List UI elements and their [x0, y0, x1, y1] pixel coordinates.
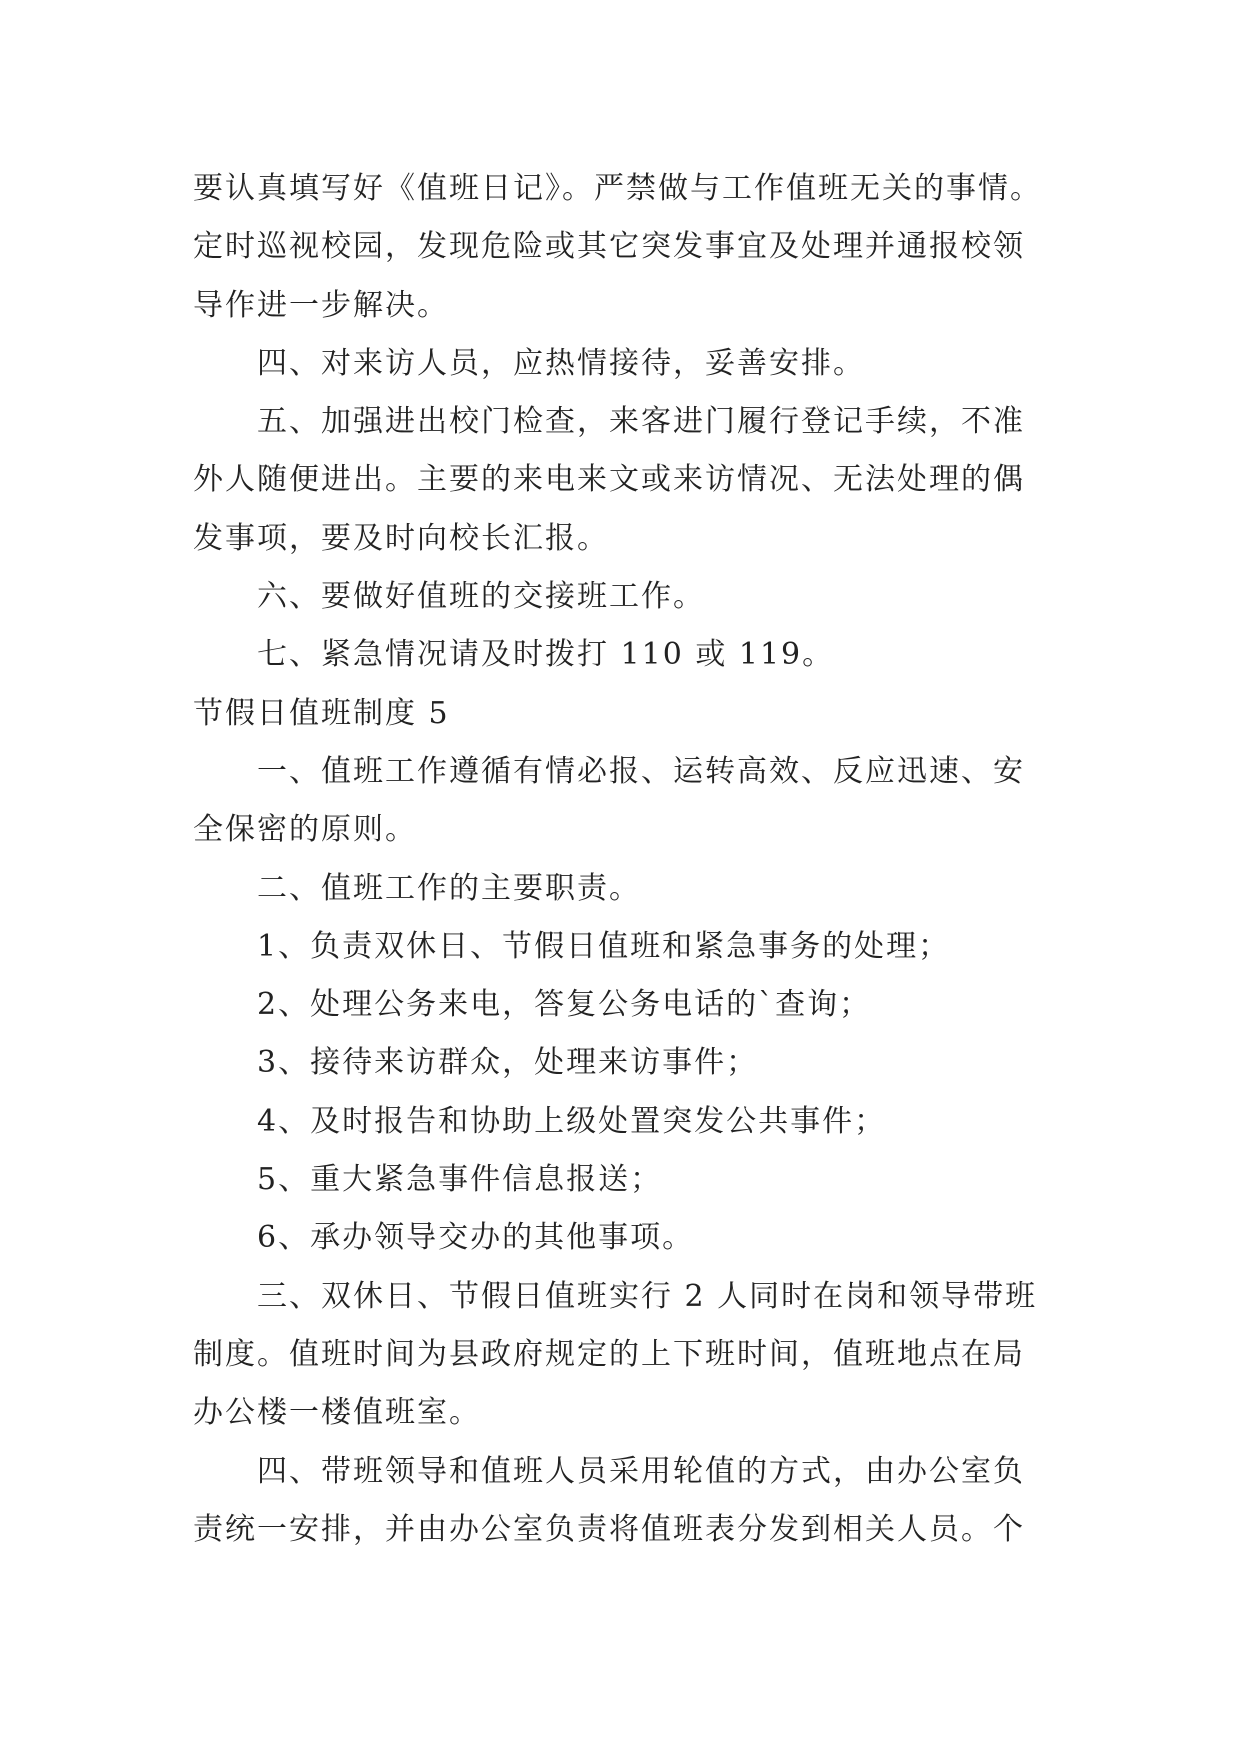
- text-line: 4、及时报告和协助上级处置突发公共事件；: [257, 1103, 887, 1139]
- document-body: [193, 160, 1073, 1559]
- text-line: 节假日值班制度 5: [193, 695, 450, 731]
- text-line: 全保密的原则。: [193, 812, 417, 848]
- text-line: 外人随便进出。主要的来电来文或来访情况、无法处理的偶: [193, 462, 1025, 498]
- text-line: 六、要做好值班的交接班工作。: [257, 579, 705, 615]
- text-line: 3、接待来访群众，处理来访事件；: [257, 1045, 759, 1081]
- text-line: 一、值班工作遵循有情必报、运转高效、反应迅速、安: [257, 753, 1025, 789]
- text-line: 6、承办领导交办的其他事项。: [257, 1220, 695, 1256]
- text-line: 四、带班领导和值班人员采用轮值的方式，由办公室负: [257, 1453, 1025, 1489]
- text-line: 责统一安排，并由办公室负责将值班表分发到相关人员。个: [193, 1511, 1025, 1547]
- text-line: 二、值班工作的主要职责。: [257, 870, 641, 906]
- text-line: 要认真填写好《值班日记》。严禁做与工作值班无关的事情。: [193, 171, 1042, 206]
- text-line: 办公楼一楼值班室。: [193, 1395, 481, 1431]
- text-line: 发事项，要及时向校长汇报。: [193, 520, 609, 556]
- text-line: 导作进一步解决。: [193, 287, 449, 323]
- text-line: 定时巡视校园，发现危险或其它突发事宜及处理并通报校领: [193, 229, 1025, 265]
- text-line: 5、重大紧急事件信息报送；: [257, 1162, 663, 1198]
- text-line: 四、对来访人员，应热情接待，妥善安排。: [257, 345, 865, 381]
- text-line: 五、加强进出校门检查，来客进门履行登记手续，不准: [257, 404, 1025, 440]
- text-line: 1、负责双休日、节假日值班和紧急事务的处理；: [257, 928, 951, 964]
- text-line: 七、紧急情况请及时拨打 110 或 119。: [257, 637, 835, 673]
- text-line: 三、双休日、节假日值班实行 2 人同时在岗和领导带班: [257, 1278, 1038, 1314]
- text-line: 制度。值班时间为县政府规定的上下班时间，值班地点在局: [193, 1336, 1025, 1372]
- text-line: 2、处理公务来电，答复公务电话的`查询；: [257, 987, 872, 1023]
